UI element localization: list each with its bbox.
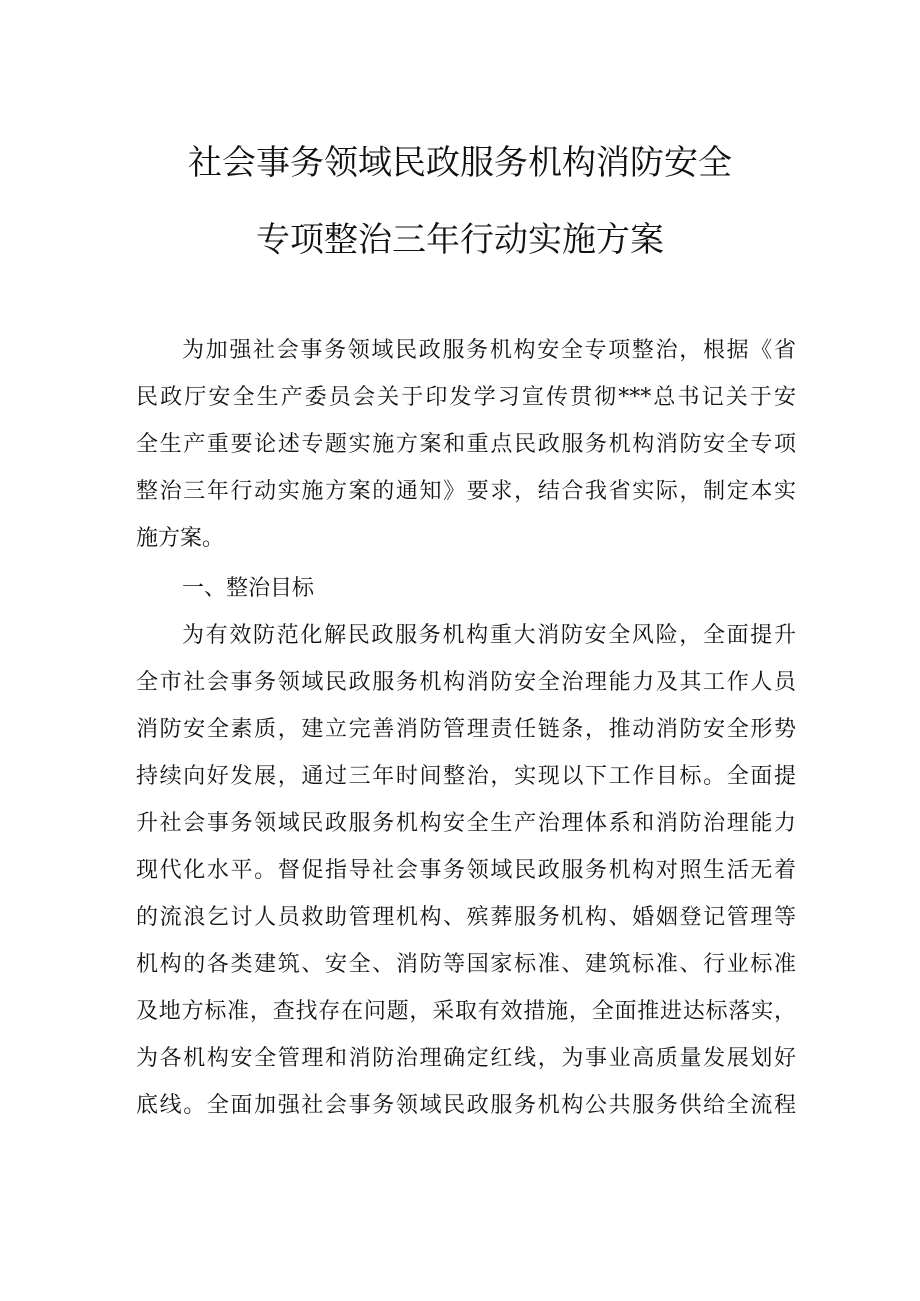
section-line: 的流浪乞讨人员救助管理机构、殡葬服务机构、婚姻登记管理等 <box>136 905 796 930</box>
section-line: 消防安全素质，建立完善消防管理责任链条，推动消防安全形势 <box>136 717 796 742</box>
section-line: 持续向好发展，通过三年时间整治，实现以下工作目标。全面提 <box>136 764 796 789</box>
document-title-line-1: 社会事务领域民政服务机构消防安全 <box>188 143 732 183</box>
intro-line: 为加强社会事务领域民政服务机构安全专项整治，根据《省 <box>182 338 796 363</box>
section-line: 升社会事务领域民政服务机构安全生产治理体系和消防治理能力 <box>136 811 796 836</box>
section-heading: 一、整治目标 <box>182 576 315 601</box>
section-line: 机构的各类建筑、安全、消防等国家标准、建筑标准、行业标准 <box>136 952 796 977</box>
section-line: 全市社会事务领域民政服务机构消防安全治理能力及其工作人员 <box>136 670 796 695</box>
section-line: 为各机构安全管理和消防治理确定红线，为事业高质量发展划好 <box>136 1046 796 1071</box>
section-line: 底线。全面加强社会事务领域民政服务机构公共服务供给全流程 <box>136 1093 796 1118</box>
intro-line: 民政厅安全生产委员会关于印发学习宣传贯彻***总书记关于安 <box>136 385 796 410</box>
section-line: 现代化水平。督促指导社会事务领域民政服务机构对照生活无着 <box>136 858 796 883</box>
intro-line: 整治三年行动实施方案的通知》要求，结合我省实际，制定本实 <box>136 479 796 504</box>
section-line: 及地方标准，查找存在问题，采取有效措施，全面推进达标落实， <box>136 999 796 1024</box>
section-line: 为有效防范化解民政服务机构重大消防安全风险，全面提升 <box>182 623 796 648</box>
intro-line: 施方案。 <box>136 526 225 551</box>
document-title-line-2: 专项整治三年行动实施方案 <box>256 220 664 260</box>
intro-line: 全生产重要论述专题实施方案和重点民政服务机构消防安全专项 <box>136 432 796 457</box>
